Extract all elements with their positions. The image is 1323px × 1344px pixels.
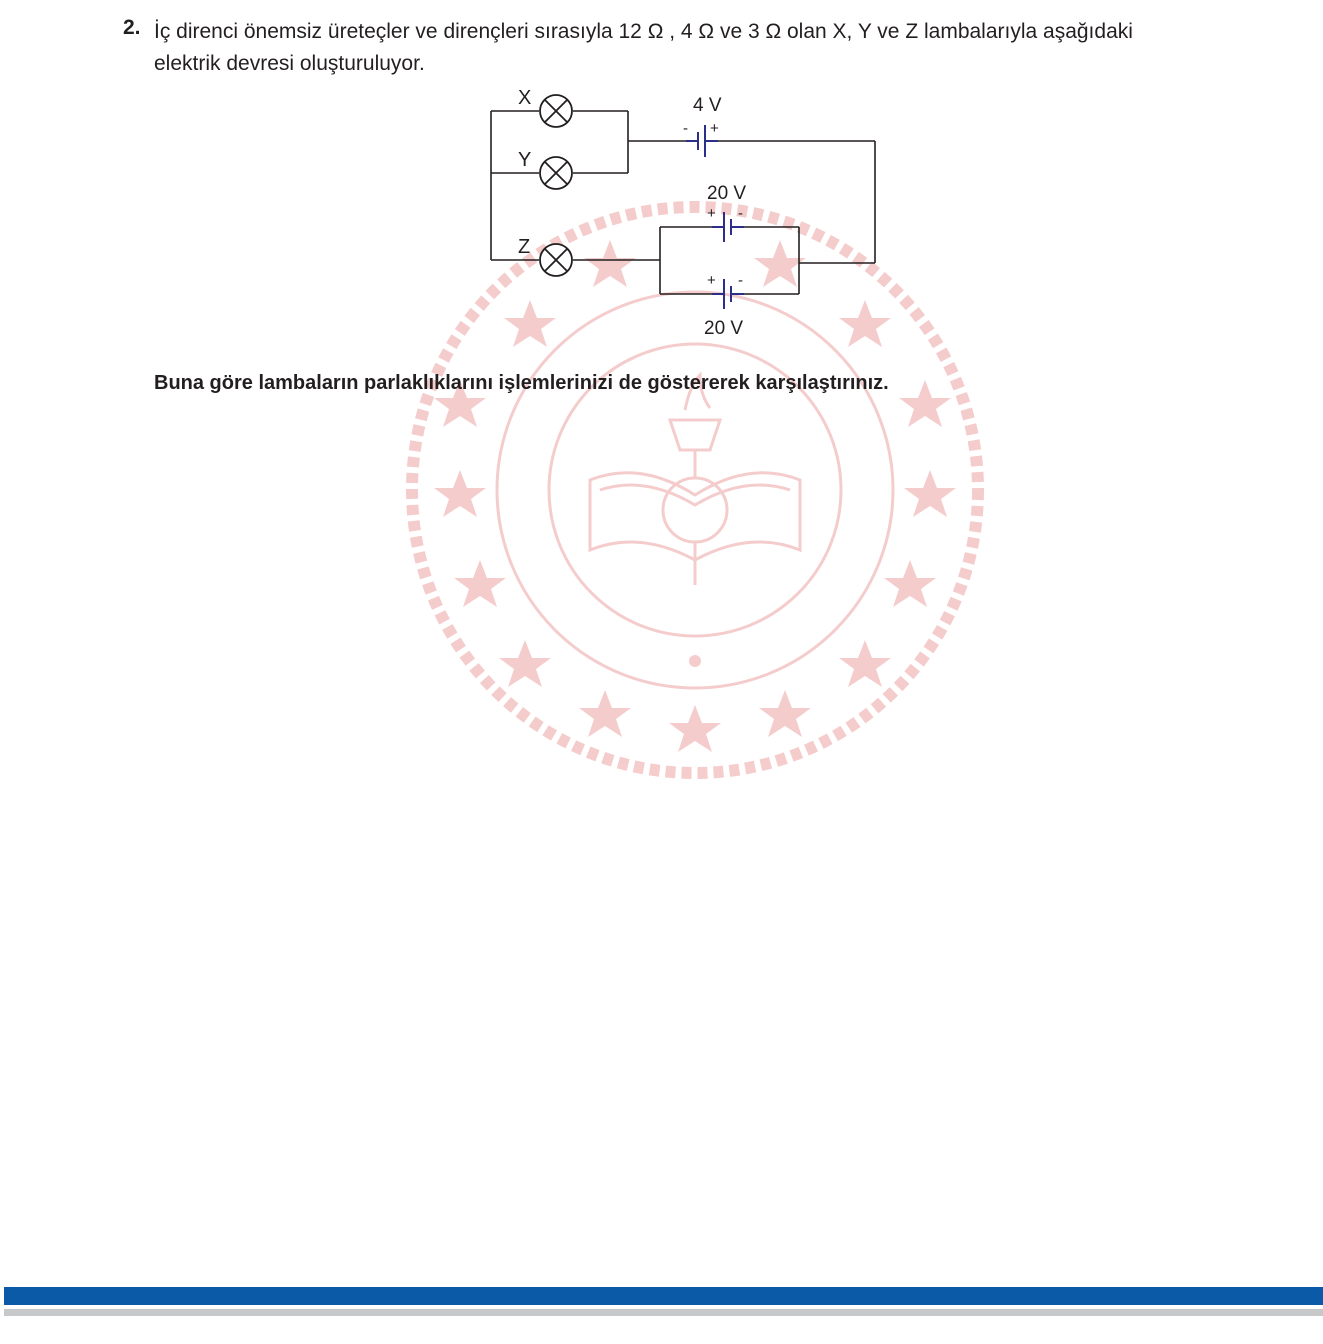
battery-4v-plus: + bbox=[710, 120, 719, 137]
footer-bar-blue bbox=[4, 1287, 1323, 1305]
battery-20v-lower-plus: + bbox=[707, 272, 716, 289]
question-prompt: Buna göre lambaların parlaklıklarını işlemlerinizi de göstererek karşılaştırınız. bbox=[154, 372, 889, 394]
lamp-z-label: Z bbox=[518, 236, 531, 258]
battery-4v-minus: - bbox=[683, 120, 688, 137]
battery-20v-lower-voltage: 20 V bbox=[704, 318, 744, 339]
battery-20v-upper-minus: - bbox=[738, 205, 743, 222]
lamp-x bbox=[540, 95, 572, 127]
battery-20v-upper-voltage: 20 V bbox=[707, 183, 747, 204]
footer-bar-gray bbox=[4, 1309, 1323, 1316]
lamp-z bbox=[540, 244, 572, 276]
question-text-line2: elektrik devresi oluşturuluyor. bbox=[154, 52, 425, 75]
lamp-y bbox=[540, 157, 572, 189]
lamp-x-label: X bbox=[518, 87, 532, 109]
lamp-y-label: Y bbox=[518, 149, 532, 171]
battery-20v-lower-minus: - bbox=[738, 272, 743, 289]
question-text-line1: İç direnci önemsiz üreteçler ve dirençleri sırasıyla 12 Ω , 4 Ω ve 3 Ω olan X, Y ve Z lambalarıyla aşağıdaki bbox=[154, 20, 1133, 43]
circuit-diagram bbox=[0, 0, 1323, 400]
battery-4v-voltage: 4 V bbox=[693, 95, 722, 116]
battery-20v-upper-plus: + bbox=[707, 205, 716, 222]
question-number: 2. bbox=[123, 16, 141, 39]
